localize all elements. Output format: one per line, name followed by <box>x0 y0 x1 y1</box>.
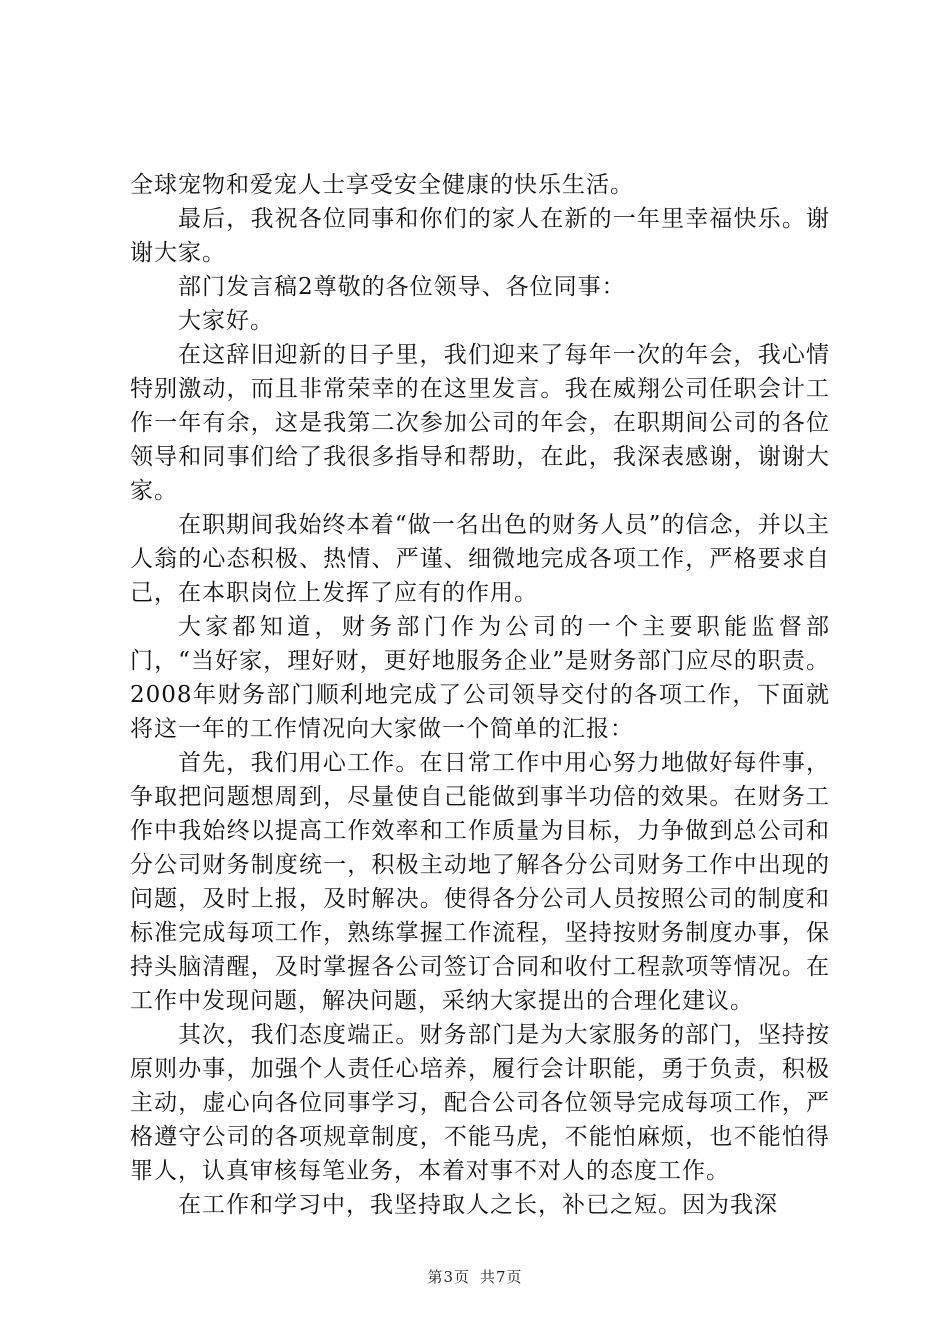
paragraph: 在工作和学习中，我坚持取人之长，补已之短。因为我深 <box>178 1192 778 1218</box>
paragraph: 在职期间我始终本着“做一名出色的财务人员”的信念，并以主人翁的心态积极、热情、严谨、细微地完成各项工作，严格要求自己，在本职岗位上发挥了应有的作用。 <box>130 512 830 606</box>
page-current: 第3页 <box>427 1268 470 1286</box>
page-total: 共7页 <box>480 1268 523 1286</box>
paragraph: 大家好。 <box>178 308 274 334</box>
paragraph: 其次，我们态度端正。财务部门是为大家服务的部门，坚持按原则办事，加强个人责任心培养，履行会计职能，勇于负责，积极主动，虚心向各位同事学习，配合公司各位领导完成每项工作，严格遵守公司的各项规章制度，不能马虎，不能怕麻烦，也不能怕得罪人，认真审核每笔业务，本着对事不对人的态度工作。 <box>130 1022 830 1184</box>
page-number-footer <box>0 1266 950 1287</box>
paragraph: 大家都知道，财务部门作为公司的一个主要职能监督部门，“当好家，理好财，更好地服务企业”是财务部门应尽的职责。2008年财务部门顺利地完成了公司领导交付的各项工作，下面就将这一年的工作情况向大家做一个简单的汇报： <box>130 614 830 742</box>
paragraph: 全球宠物和爱宠人士享受安全健康的快乐生活。 <box>130 172 634 198</box>
paragraph: 首先，我们用心工作。在日常工作中用心努力地做好每件事，争取把问题想周到，尽量使自己能做到事半功倍的效果。在财务工作中我始终以提高工作效率和工作质量为目标，力争做到总公司和分公司财务制度统一，积极主动地了解各分公司财务工作中出现的问题，及时上报，及时解决。使得各分公司人员按照公司的制度和标准完成每项工作，熟练掌握工作流程，坚持按财务制度办事，保持头脑清醒，及时掌握各公司签订合同和收付工程款项等情况。在工作中发现问题，解决问题，采纳大家提出的合理化建议。 <box>130 750 830 1014</box>
paragraph: 在这辞旧迎新的日子里，我们迎来了每年一次的年会，我心情特别激动，而且非常荣幸的在这里发言。我在威翔公司任职会计工作一年有余，这是我第二次参加公司的年会，在职期间公司的各位领导和同事们给了我很多指导和帮助，在此，我深表感谢，谢谢大家。 <box>130 342 830 504</box>
paragraph: 部门发言稿2尊敬的各位领导、各位同事： <box>178 274 626 300</box>
document-body <box>130 168 830 1222</box>
paragraph: 最后，我祝各位同事和你们的家人在新的一年里幸福快乐。谢谢大家。 <box>130 206 830 266</box>
